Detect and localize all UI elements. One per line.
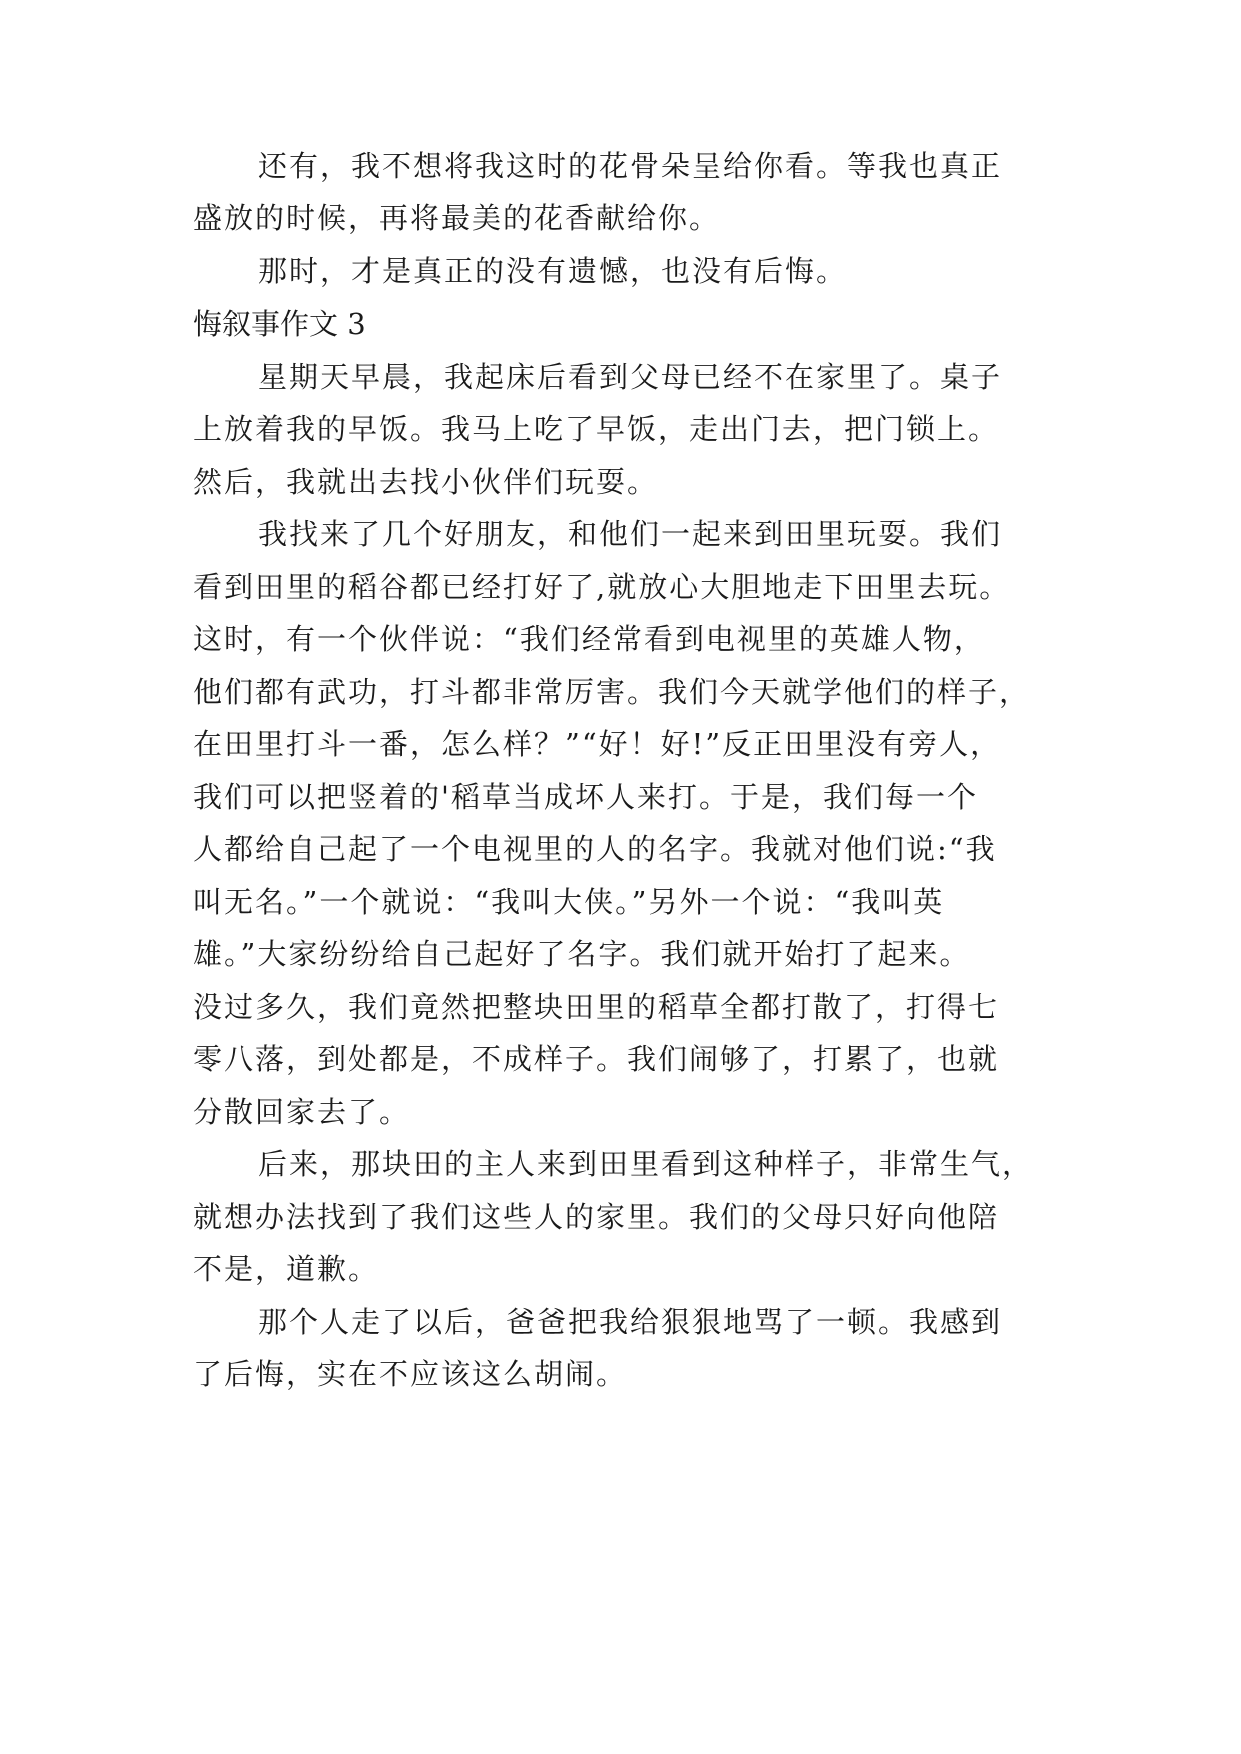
paragraph-line: 没过多久，我们竟然把整块田里的稻草全都打散了，打得七: [193, 990, 1000, 1024]
paragraph-line: 雄。”大家纷纷给自己起好了名字。我们就开始打了起来。: [193, 937, 971, 971]
paragraph-line: 盛放的时候，再将最美的花香献给你。: [193, 201, 721, 235]
paragraph-line: 那时，才是真正的没有遗憾，也没有后悔。: [258, 254, 848, 288]
paragraph-line: 我找来了几个好朋友，和他们一起来到田里玩耍。我们: [258, 517, 1003, 551]
paragraph-line: 这时，有一个伙伴说：“我们经常看到电视里的英雄人物，: [193, 622, 985, 656]
paragraph-line: 我们可以把竖着的'稻草当成坏人来打。于是，我们每一个: [193, 780, 978, 814]
paragraph-line: 不是，道歉。: [193, 1252, 380, 1286]
paragraph-line: 星期天早晨，我起床后看到父母已经不在家里了。桌子: [258, 360, 1003, 394]
paragraph-line: 人都给自己起了一个电视里的人的名字。我就对他们说:“我: [193, 832, 997, 866]
paragraph-line: 零八落，到处都是，不成样子。我们闹够了，打累了，也就: [193, 1042, 1000, 1076]
section-heading: 悔叙事作文 3: [193, 307, 366, 341]
paragraph-line: 分散回家去了。: [193, 1095, 411, 1129]
paragraph-line: 上放着我的早饭。我马上吃了早饭，走出门去，把门锁上。: [193, 412, 1000, 446]
paragraph-line: 他们都有武功，打斗都非常厉害。我们今天就学他们的样子，: [193, 675, 1031, 709]
paragraph-line: 然后，我就出去找小伙伴们玩耍。: [193, 465, 659, 499]
paragraph-line: 后来，那块田的主人来到田里看到这种样子，非常生气，: [258, 1147, 1034, 1181]
paragraph-line: 叫无名。”一个就说：“我叫大侠。”另外一个说：“我叫英: [193, 885, 945, 919]
paragraph-line: 那个人走了以后，爸爸把我给狠狠地骂了一顿。我感到: [258, 1305, 1003, 1339]
paragraph-line: 看到田里的稻谷都已经打好了,就放心大胆地走下田里去玩。: [193, 570, 1011, 604]
paragraph-line: 就想办法找到了我们这些人的家里。我们的父母只好向他陪: [193, 1200, 1000, 1234]
paragraph-line: 还有，我不想将我这时的花骨朵呈给你看。等我也真正: [258, 149, 1003, 183]
paragraph-line: 了后悔，实在不应该这么胡闹。: [193, 1357, 628, 1391]
paragraph-line: 在田里打斗一番，怎么样？”“好！好!”反正田里没有旁人，: [193, 727, 1002, 761]
